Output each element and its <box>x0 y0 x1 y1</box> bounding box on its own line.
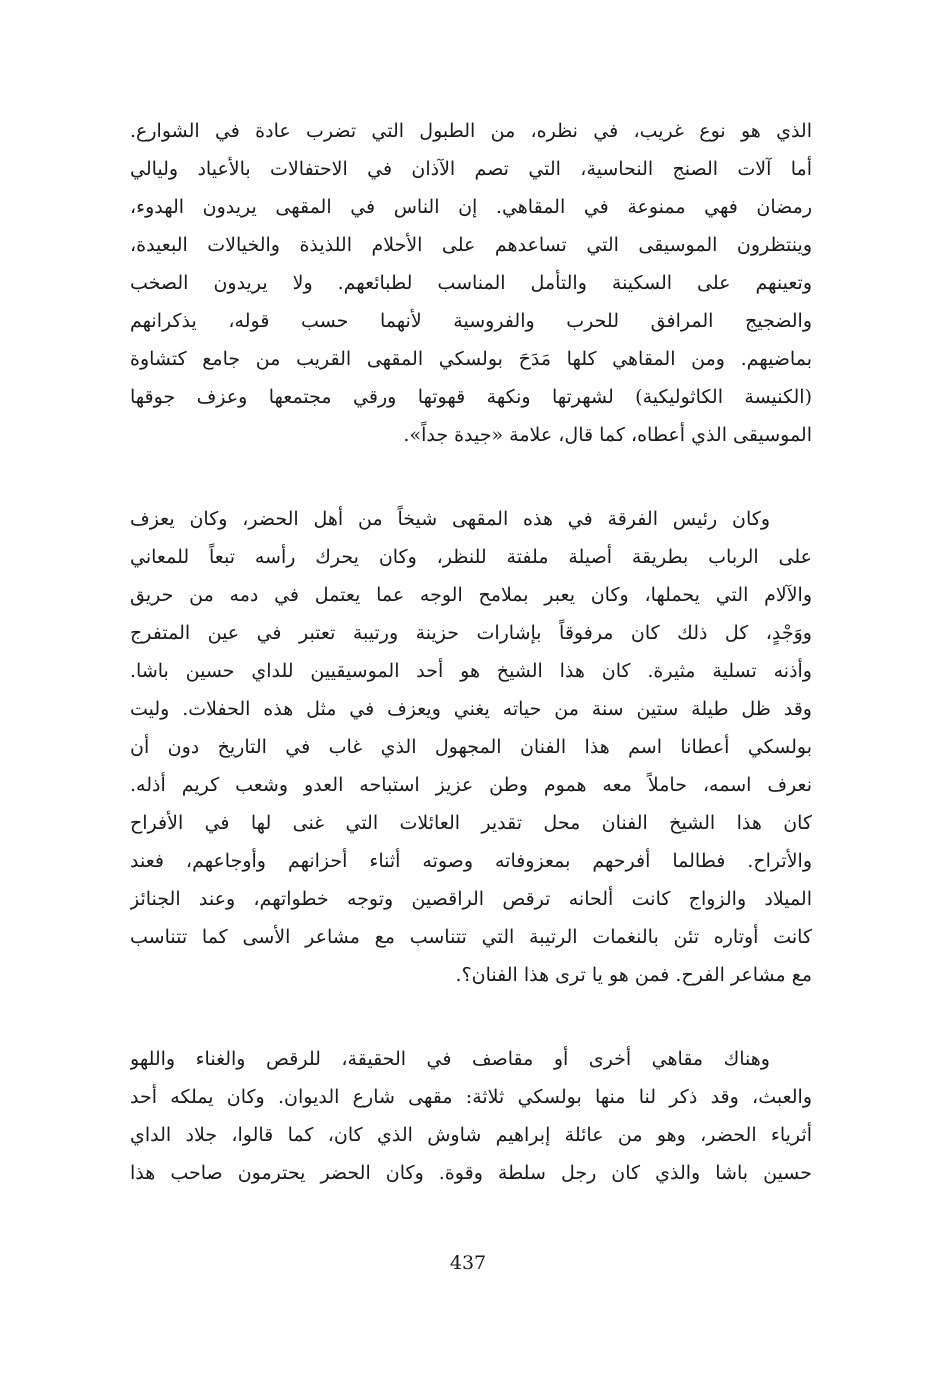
text-line: بولسكي أعطانا اسم هذا الفنان المجهول الذي غاب في التاريخ دون أن <box>130 736 812 758</box>
text-line: وأذنه تسلية مثيرة. كان هذا الشيخ هو أحد الموسيقيين للداي حسين باشا. <box>130 660 812 682</box>
text-line: رمضان فهي ممنوعة في المقاهي. إن الناس في المقهى يريدون الهدوء، <box>130 196 812 218</box>
text-line: وقد ظل طيلة ستين سنة من حياته يغني ويعزف في مثل هذه الحفلات. وليت <box>130 698 812 720</box>
page-number: 437 <box>449 1252 487 1274</box>
text-line: والضجيج المرافق للحرب والفروسية لأنهما حسب قوله، يذكرانهم <box>130 310 812 332</box>
text-line: بماضيهم. ومن المقاهي كلها مَدَحَ بولسكي المقهى القريب من جامع كتشاوة <box>130 348 812 370</box>
text-line: كان هذا الشيخ الفنان محل تقدير العائلات التي غنى لها في الأفراح <box>130 812 812 834</box>
text-line: أما آلات الصنج النحاسية، التي تصم الآذان في الاحتفالات بالأعياد وليالي <box>130 158 812 180</box>
paragraph-3 <box>130 1040 812 1192</box>
text-line: والأتراح. فطالما أفرحهم بمعزوفاته وصوته أثناء أحزانهم وأوجاعهم، فعند <box>130 850 812 872</box>
text-line: وكان رئيس الفرقة في هذه المقهى شيخاً من أهل الحضر، وكان يعزف <box>130 508 770 530</box>
text-line: الميلاد والزواج كانت ألحانه ترقص الراقصين وتوجه خطواتهم، وعند الجنائز <box>130 888 812 910</box>
text-line: وينتظرون الموسيقى التي تساعدهم على الأحلام اللذيذة والخيالات البعيدة، <box>130 234 812 256</box>
text-line: الموسيقى الذي أعطاه، كما قال، علامة «جيدة جداً». <box>403 424 812 446</box>
text-line: ووَجْدٍ، كل ذلك كان مرفوقاً بإشارات حزينة ورتيبة تعتبر في عين المتفرج <box>130 622 812 644</box>
paragraph-2 <box>130 500 812 994</box>
text-line: وتعينهم على السكينة والتأمل المناسب لطبائعهم. ولا يريدون الصخب <box>130 272 812 294</box>
text-line: نعرف اسمه، حاملاً معه هموم وطن عزيز استباحه العدو وشعب كريم أذله. <box>130 774 812 796</box>
text-line: كانت أوتاره تئن بالنغمات الرتيبة التي تتناسب مع مشاعر الأسى كما تتناسب <box>130 926 812 948</box>
text-line: (الكنيسة الكاثوليكية) لشهرتها ونكهة قهوتها ورقي مجتمعها وعزف جوقها <box>130 386 812 408</box>
text-line: مع مشاعر الفرح. فمن هو يا ترى هذا الفنان؟. <box>455 964 812 986</box>
text-line: حسين باشا والذي كان رجل سلطة وقوة. وكان الحضر يحترمون صاحب هذا <box>130 1162 812 1184</box>
paragraph-1 <box>130 112 812 454</box>
text-line: أثرياء الحضر، وهو من عائلة إبراهيم شاوش الذي كان، كما قالوا، جلاد الداي <box>130 1124 812 1146</box>
text-line: على الرباب بطريقة أصيلة ملفتة للنظر، وكان يحرك رأسه تبعاً للمعاني <box>130 546 812 568</box>
text-line: والآلام التي يحملها، وكان يعبر بملامح الوجه عما يعتمل في دمه من حريق <box>130 584 812 606</box>
text-line: والعبث، وقد ذكر لنا منها بولسكي ثلاثة: مقهى شارع الديوان. وكان يملكه أحد <box>130 1086 812 1108</box>
text-line: الذي هو نوع غريب، في نظره، من الطبول التي تضرب عادة في الشوارع. <box>130 120 812 142</box>
text-line: وهناك مقاهي أخرى أو مقاصف في الحقيقة، للرقص والغناء واللهو <box>130 1048 770 1070</box>
